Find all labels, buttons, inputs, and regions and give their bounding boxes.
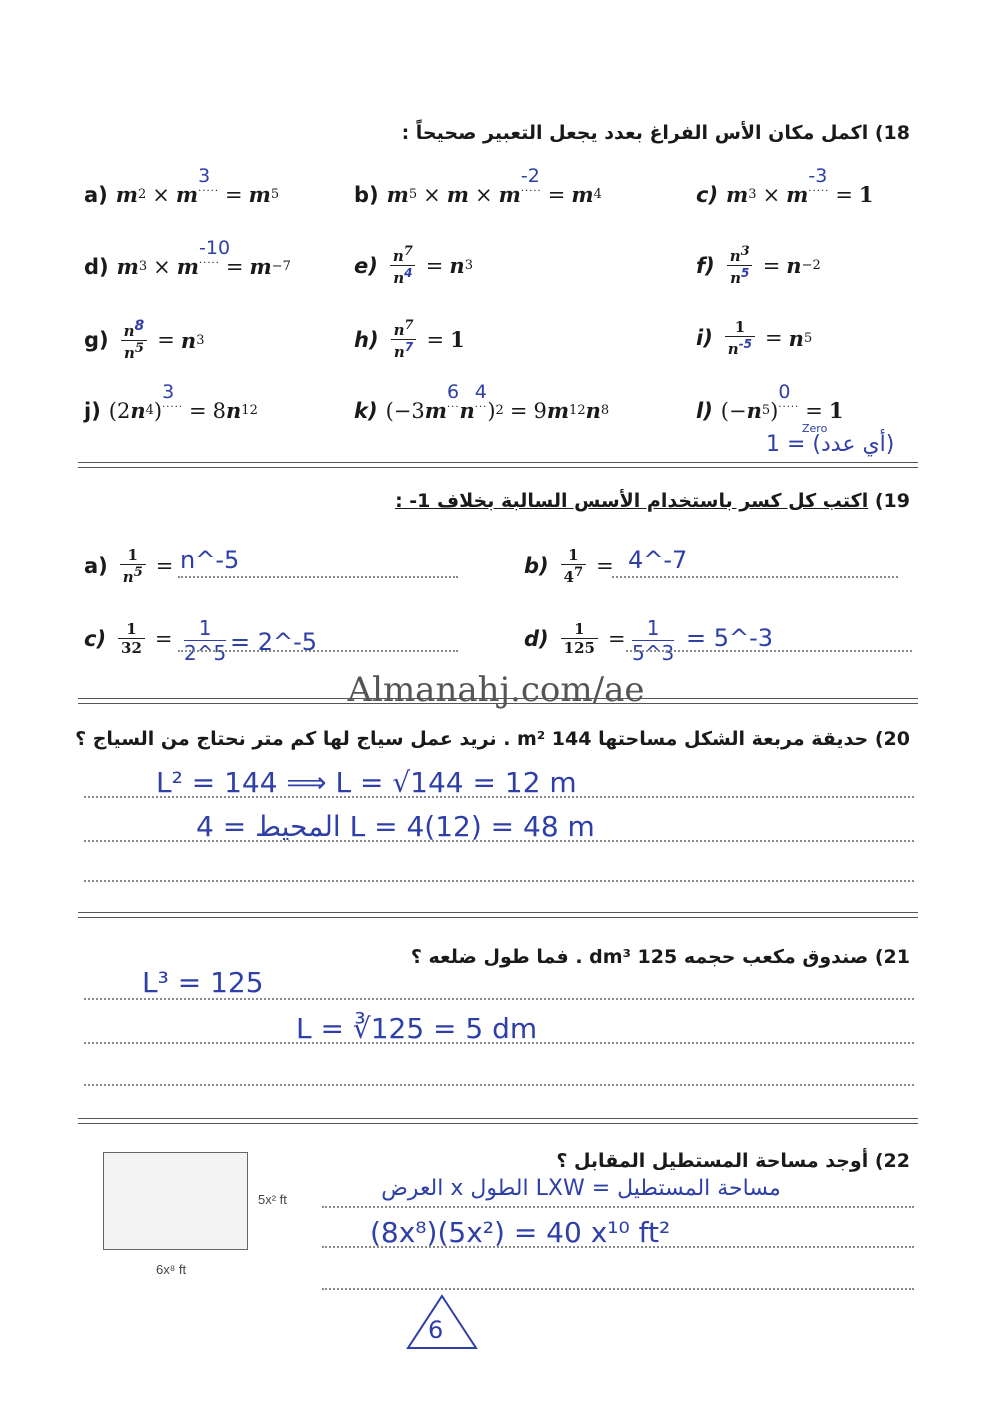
answer-c: -3 <box>808 164 828 187</box>
q19-item-c: c) $\frac{1}{32}$ = <box>84 620 173 657</box>
q19-line-b <box>612 576 898 578</box>
q18-note-zero: Zero <box>802 422 828 435</box>
q18-item-a: a) m 2 × m 3 ····· = m 5 <box>84 164 280 207</box>
q18-item-h: h) $\frac{n^7}{n^7}$ = 1 <box>354 318 465 361</box>
q22-work-line1: مساحة المستطيل = LXW الطول x العرض <box>381 1176 781 1201</box>
q19-answer-d-frac: $\frac{1}{5\^{}3}$ <box>632 616 675 665</box>
answer-line <box>84 880 914 882</box>
q22-title: 22) أوجد مساحة المستطيل المقابل ؟ <box>556 1150 910 1172</box>
grade: 6 <box>428 1316 444 1344</box>
divider <box>78 462 918 468</box>
answer-k-n: 4 <box>474 380 487 403</box>
q18-item-f: f) $\frac{n^3}{n^5}$ = n −2 <box>696 244 821 287</box>
divider <box>78 912 918 918</box>
answer-a: 3 <box>198 164 211 187</box>
q19-line-c <box>178 650 458 652</box>
answer-line <box>322 1246 914 1248</box>
q21-work-line2: L = ∛125 = 5 dm <box>296 1012 538 1045</box>
q22-work-line2: (8x⁸)(5x²) = 40 x¹⁰ ft² <box>370 1216 671 1249</box>
answer-i: -5 <box>738 337 753 351</box>
q19-line-d <box>626 650 912 652</box>
rectangle-length-label: 6x⁸ ft <box>156 1262 187 1277</box>
q18-item-i: i) $\frac{1}{n^{-5}}$ = n 5 <box>696 318 813 358</box>
q18-item-l: l) (− n 5 ) 0 ····· = 1 <box>696 380 844 423</box>
rectangle-figure <box>103 1152 248 1250</box>
divider <box>78 1118 918 1124</box>
q18-item-k: k) (−3 m 6 ··· n 4 ··· ) 2 = 9 m 12 n 8 <box>354 380 610 423</box>
q20-title: 20) حديقة مربعة الشكل مساحتها 144 m² . نريد عمل سياج لها كم متر نحتاج من السياج ؟ <box>75 728 910 750</box>
q19-answer-a: n^-5 <box>180 546 240 574</box>
q19-item-d: d) $\frac{1}{125}$ = <box>524 620 626 657</box>
q19-answer-c: = 2^-5 <box>230 628 318 656</box>
q18-item-j: j) (2 n 4 ) 3 ····· = 8 n 12 <box>84 380 258 423</box>
q19-line-a <box>178 576 458 578</box>
q18-item-e: e) $\frac{n^7}{n^4}$ = n 3 <box>354 244 473 287</box>
q21-work-line1: L³ = 125 <box>142 966 264 999</box>
q18-item-c: c) m 3 × m -3 ····· = 1 <box>696 164 874 207</box>
answer-line <box>84 840 914 842</box>
q20-work-line1: L² = 144 ⟹ L = √144 = 12 m <box>156 766 577 799</box>
rectangle-width-label: 5x² ft <box>258 1192 287 1207</box>
answer-k-m: 6 <box>446 380 460 403</box>
answer-line <box>322 1206 914 1208</box>
answer-line <box>84 1084 914 1086</box>
answer-e: 4 <box>404 266 413 280</box>
answer-line <box>84 1042 914 1044</box>
q19-item-b: b) $\frac{1}{4^7}$ = <box>524 546 614 586</box>
answer-b: -2 <box>520 164 540 187</box>
answer-g: 8 <box>134 318 145 334</box>
q19-answer-c-frac: $\frac{1}{2\^{}5}$ <box>184 616 227 665</box>
watermark: Almanahj.com/ae <box>347 670 645 710</box>
answer-l: 0 <box>778 380 791 403</box>
q18-item-b: b) m 5 × m × m -2 ····· = m 4 <box>354 164 602 207</box>
answer-line <box>84 796 914 798</box>
q19-item-a: a) $\frac{1}{n^5}$ = <box>84 546 174 586</box>
q20-work-line2: المحيط = 4 L = 4(12) = 48 m <box>196 810 595 843</box>
q18-item-d: d) m 3 × m -10 ····· = m −7 <box>84 236 291 279</box>
answer-d: -10 <box>199 236 231 259</box>
answer-line <box>84 998 914 1000</box>
q18-item-g: g) $\frac{n8}{n^5}$ = n 3 <box>84 318 205 362</box>
q19-answer-d: = 5^-3 <box>686 624 774 652</box>
q19-title: 19) اكتب كل كسر باستخدام الأسس السالبة بخلاف 1- : <box>395 490 910 512</box>
answer-f: 5 <box>740 266 750 280</box>
q21-title: 21) صندوق مكعب حجمه 125 dm³ . فما طول ضلعه ؟ <box>410 946 910 968</box>
q18-title: 18) اكمل مكان الأس الفراغ بعدد يجعل التعبير صحيحاً : <box>401 122 910 144</box>
answer-h: 7 <box>404 340 414 354</box>
answer-j: 3 <box>162 380 175 403</box>
answer-line <box>322 1288 914 1290</box>
q19-answer-b: 4^-7 <box>628 546 688 574</box>
q18-note: 1 = (أي عدد) <box>766 432 895 457</box>
